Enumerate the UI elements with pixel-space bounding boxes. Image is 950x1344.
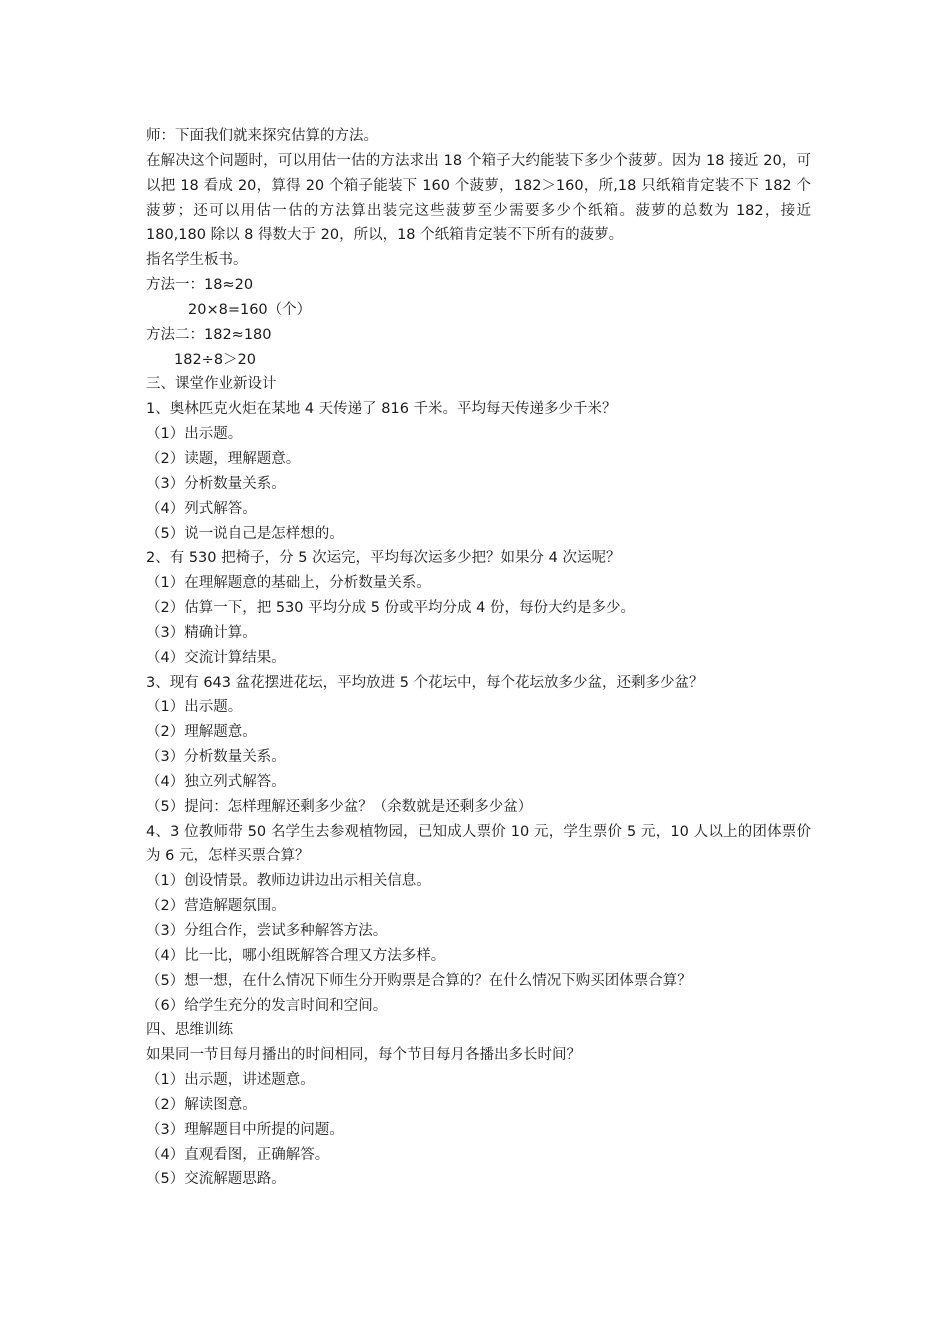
s4-step: （5）交流解题思路。 bbox=[146, 1171, 286, 1188]
q4-step: （5）想一想，在什么情况下师生分开购票是合算的？在什么情况下购买团体票合算？ bbox=[146, 972, 692, 989]
document-page bbox=[146, 124, 811, 1192]
board-note: 指名学生板书。 bbox=[146, 252, 248, 269]
method2-title: 方法二：182≈180 bbox=[146, 326, 272, 343]
q1-step: （1）出示题。 bbox=[146, 426, 243, 443]
s4-step: （1）出示题，讲述题意。 bbox=[146, 1072, 315, 1089]
q3-step: （1）出示题。 bbox=[146, 699, 243, 716]
q3-step: （3）分析数量关系。 bbox=[146, 749, 286, 766]
q1-step: （4）列式解答。 bbox=[146, 500, 257, 517]
q3-step: （2）理解题意。 bbox=[146, 724, 257, 741]
q2-step: （2）估算一下，把 530 平均分成 5 份或平均分成 4 份，每份大约是多少。 bbox=[146, 600, 636, 617]
question-1: 1、奥林匹克火炬在某地 4 天传递了 816 千米。平均每天传递多少千米？ bbox=[146, 401, 617, 418]
q2-step: （4）交流计算结果。 bbox=[146, 649, 286, 666]
question-2: 2、有 530 把椅子，分 5 次运完，平均每次运多少把？如果分 4 次运呢？ bbox=[146, 550, 621, 567]
q4-step: （2）营造解题氛围。 bbox=[146, 898, 286, 915]
s4-step: （4）直观看图，正确解答。 bbox=[146, 1146, 330, 1163]
q2-step: （3）精确计算。 bbox=[146, 624, 257, 641]
q4-step: （4）比一比，哪小组既解答合理又方法多样。 bbox=[146, 947, 446, 964]
q1-step: （3）分析数量关系。 bbox=[146, 475, 286, 492]
q4-step: （1）创设情景。教师边讲边出示相关信息。 bbox=[146, 873, 431, 890]
section3-heading: 三、课堂作业新设计 bbox=[146, 376, 277, 393]
q2-step: （1）在理解题意的基础上，分析数量关系。 bbox=[146, 575, 431, 592]
q4-step: （3）分组合作，尝试多种解答方法。 bbox=[146, 923, 388, 939]
q3-step: （5）提问：怎样理解还剩多少盆？（余数就是还剩多少盆） bbox=[146, 798, 533, 815]
method1-calc: 20×8=160（个） bbox=[188, 301, 312, 318]
q3-step: （4）独立列式解答。 bbox=[146, 773, 286, 790]
method1-title: 方法一：18≈20 bbox=[146, 277, 254, 294]
explanation-paragraph: 在解决这个问题时，可以用估一估的方法求出 18 个箱子大约能装下多少个菠萝。因为 18 接近 20，可以把 18 看成 20，算得 20 个箱子能装下 160 个菠萝，182＞160，所,18 只纸箱肯定装不下 182 个菠萝；还可以用估一估的方法算出装完这些菠萝至少需要多少个纸箱。菠萝的总数为 182，接近 180,180 除以 8 得数大于 20，所以，18 个纸箱肯定装不下所有的菠萝。 bbox=[146, 152, 811, 244]
q1-step: （5）说一说自己是怎样想的。 bbox=[146, 525, 344, 542]
section4-question: 如果同一节目每月播出的时间相同，每个节目每月各播出多长时间？ bbox=[146, 1047, 581, 1064]
q4-step: （6）给学生充分的发言时间和空间。 bbox=[146, 997, 388, 1014]
question-3: 3、现有 643 盆花摆进花坛，平均放进 5 个花坛中，每个花坛放多少盆，还剩多少盆？ bbox=[146, 674, 704, 691]
method2-calc: 182÷8＞20 bbox=[174, 351, 257, 368]
question-4: 4、3 位教师带 50 名学生去参观植物园，已知成人票价 10 元，学生票价 5 元，10 人以上的团体票价为 6 元，怎样买票合算？ bbox=[146, 823, 811, 865]
s4-step: （3）理解题目中所提的问题。 bbox=[146, 1121, 344, 1138]
q1-step: （2）读题，理解题意。 bbox=[146, 450, 301, 467]
s4-step: （2）解读图意。 bbox=[146, 1096, 257, 1113]
section4-heading: 四、思维训练 bbox=[146, 1022, 233, 1039]
teacher-line: 师：下面我们就来探究估算的方法。 bbox=[146, 128, 378, 144]
